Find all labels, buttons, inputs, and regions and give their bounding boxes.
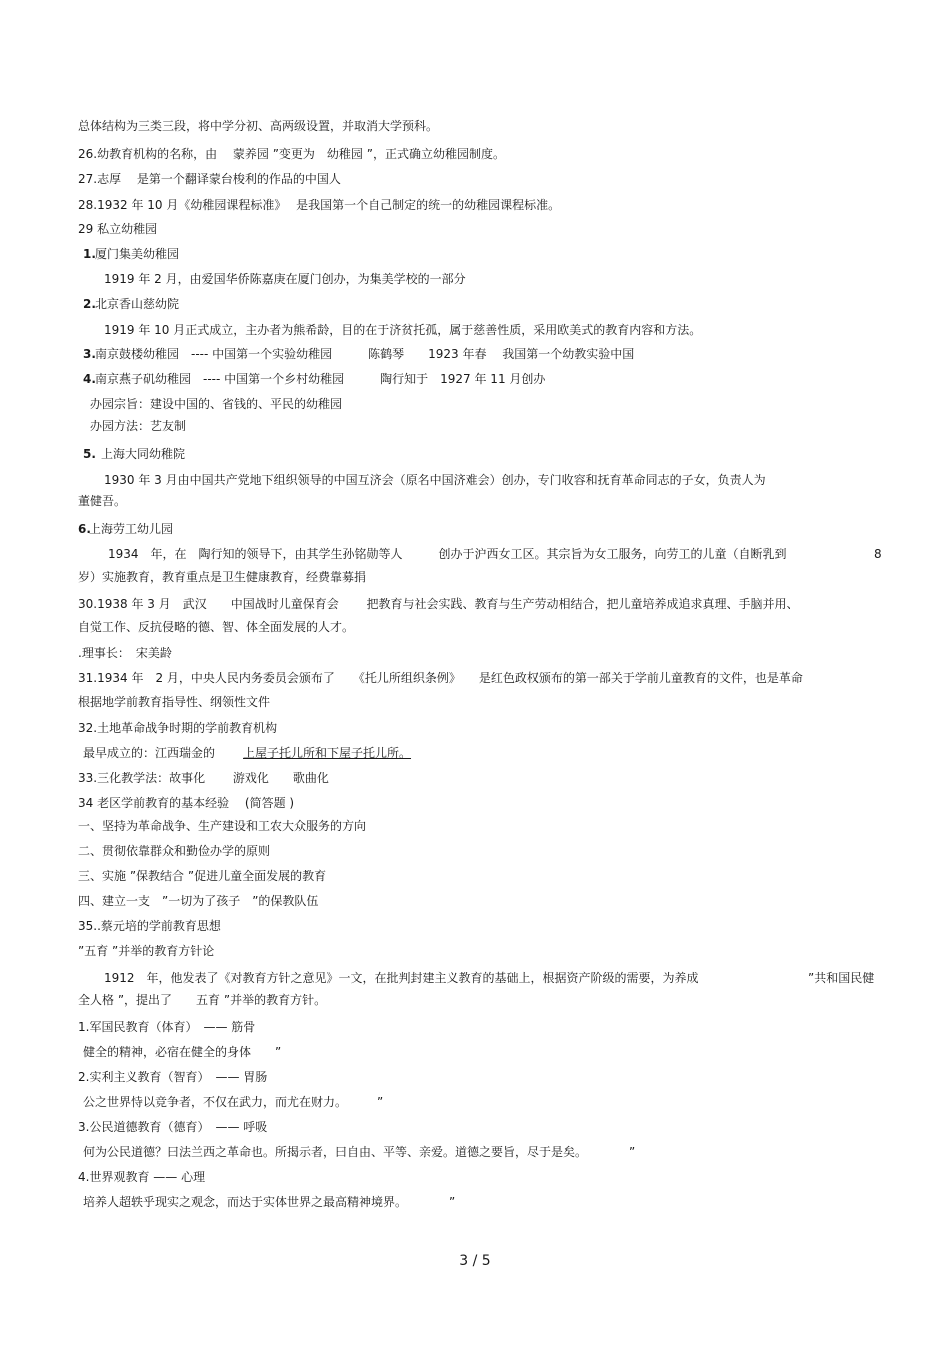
list-item-title: 上海大同幼稚院 [101,447,186,461]
text-line: 根据地学前教育指导性、纲领性文件 [78,695,271,709]
list-item-title: 上海劳工幼儿园 [89,522,174,536]
list-item-title: 厦门集美幼稚园 [95,247,180,261]
list-number: 1. [83,247,96,261]
text-line: 8 [874,547,882,561]
text-line: 公之世界恃以竞争者，不仅在武力，而尤在财力。 ” [83,1095,384,1109]
text-line: 3.公民道德教育（德育） —— 呼吸 [78,1120,268,1134]
list-number: 6. [78,522,91,536]
page-number: 3 / 5 [459,1253,491,1269]
text-line: 全人格 ”，提出了 五育 ”并举的教育方针。 [78,993,327,1007]
section-heading: 29 私立幼稚园 [78,222,158,236]
text-line: 董健吾。 [78,494,127,508]
text-line: 办园方法：艺友制 [90,419,187,433]
text-line: .理事长： 宋美龄 [78,646,172,660]
text-line: 三、实施 ”保教结合 ”促进儿童全面发展的教育 [78,869,327,883]
text-line: 办园宗旨：建设中国的、省钱的、平民的幼稚园 [90,397,343,411]
text-line: 1.军国民教育（体育） —— 筋骨 [78,1020,256,1034]
text-line: 二、贯彻依靠群众和勤俭办学的原则 [78,844,271,858]
text-line: 总体结构为三类三段，将中学分初、高两级设置，并取消大学预科。 [78,119,439,133]
text-line: 1919 年 2 月，由爱国华侨陈嘉庚在厦门创办，为集美学校的一部分 [104,272,466,286]
text-line: ”五育 ”并举的教育方针论 [78,944,215,958]
text-line: 最早成立的：江西瑞金的 [83,746,216,760]
text-line: 28.1932 年 10 月《幼稚园课程标准》 是我国第一个自己制定的统一的幼稚园课程标准。 [78,198,561,212]
text-line: 何为公民道德？曰法兰西之革命也。所揭示者，曰自由、平等、亲爱。道德之要旨，尽于是矣。 ” [83,1145,636,1159]
text-line: 培养人超轶乎现实之观念，而达于实体世界之最高精神境界。 ” [83,1195,456,1209]
list-number: 3. [83,347,96,361]
list-item-title: 南京燕子矶幼稚园 ---- 中国第一个乡村幼稚园 陶行知于 1927 年 11 月创办 [95,372,546,386]
list-number: 2. [83,297,96,311]
text-line: 26.幼教育机构的名称，由 蒙养园 ”变更为 幼稚园 ”，正式确立幼稚园制度。 [78,147,505,161]
text-line: 1919 年 10 月正式成立，主办者为熊希龄，目的在于济贫托孤，属于慈善性质，采用欧美式的教育内容和方法。 [104,323,702,337]
text-line: 1934 年，在 陶行知的领导下，由其学生孙铭勋等人 创办于沪西女工区。其宗旨为女工服务，向劳工的儿童（自断乳到 [108,547,787,561]
list-number: 5. [83,447,96,461]
section-heading: 32.土地革命战争时期的学前教育机构 [78,721,278,735]
text-line: 2.实利主义教育（智育） —— 胃肠 [78,1070,268,1084]
section-heading: 35..蔡元培的学前教育思想 [78,919,221,933]
underlined-text: 上屋子托儿所和下屋子托儿所。 [243,746,412,760]
text-line: 四、建立一支 ”一切为了孩子 ”的保教队伍 [78,894,319,908]
text-line: 31.1934 年 2 月，中央人民内务委员会颁布了 《托儿所组织条例》 是红色政权颁布的第一部关于学前儿童教育的文件，也是革命 [78,671,803,685]
section-heading: 34 老区学前教育的基本经验 (简答题 ) [78,796,295,810]
text-line: 30.1938 年 3 月 武汉 中国战时儿童保育会 把教育与社会实践、教育与生产劳动相结合，把儿童培养成追求真理、手脑并用、 [78,597,799,611]
text-line: 33.三化教学法：故事化 游戏化 歌曲化 [78,771,329,785]
text-line: 岁）实施教育，教育重点是卫生健康教育，经费靠募捐 [78,570,367,584]
list-number: 4. [83,372,96,386]
text-line: ”共和国民健 [808,971,875,985]
text-line: 1930 年 3 月由中国共产党地下组织领导的中国互济会（原名中国济难会）创办，专门收容和抚育革命同志的子女，负责人为 [104,473,766,487]
text-line: 自觉工作、反抗侵略的德、智、体全面发展的人才。 [78,620,355,634]
text-line: 健全的精神，必宿在健全的身体 ” [83,1045,282,1059]
text-line: 4.世界观教育 —— 心理 [78,1170,206,1184]
text-line: 1912 年，他发表了《对教育方针之意见》一文，在批判封建主义教育的基础上，根据资产阶级的需要，为养成 [104,971,699,985]
text-line: 一、坚持为革命战争、生产建设和工农大众服务的方向 [78,819,367,833]
list-item-title: 北京香山慈幼院 [95,297,180,311]
text-line: 27.志厚 是第一个翻译蒙台梭利的作品的中国人 [78,172,341,186]
list-item-title: 南京鼓楼幼稚园 ---- 中国第一个实验幼稚园 陈鹤琴 1923 年春 我国第一个幼教实验中国 [95,347,635,361]
